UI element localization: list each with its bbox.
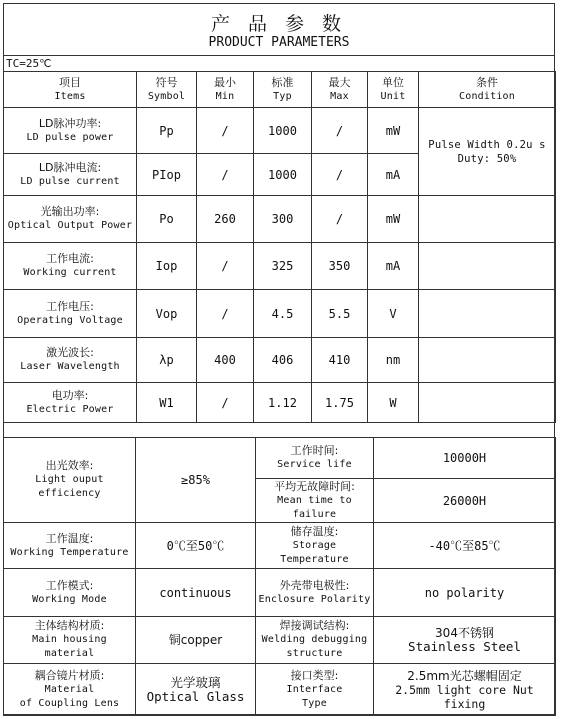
- interface-value: 2.5mm光芯螺帽固定 2.5mm light core Nut fixing: [374, 664, 556, 716]
- test-condition: TC=25℃: [6, 57, 52, 70]
- mtbf-label: 平均无故障时间: Mean time to failure: [256, 479, 374, 523]
- product-parameters-sheet: [3, 3, 555, 715]
- service-life-value: 10000H: [374, 438, 556, 479]
- table-row: LD脉冲功率: LD pulse power Pp / 1000 / mW Pulse Width 0.2u s Duty: 50%: [4, 108, 556, 154]
- storage-temp-label: 储存温度: Storage Temperature: [256, 523, 374, 569]
- table-row: 工作电流: Working current Iop / 325 350 mA: [4, 243, 556, 290]
- service-life-label: 工作时间: Service life: [256, 438, 374, 479]
- polarity-label: 外壳带电极性: Enclosure Polarity: [256, 569, 374, 617]
- parameters-header-row: [4, 72, 556, 108]
- mode-value: continuous: [136, 569, 256, 617]
- table-row: 激光波长: Laser Wavelength λp 400 406 410 nm: [4, 338, 556, 383]
- mtbf-value: 26000H: [374, 479, 556, 523]
- col-symbol: 符号 Symbol: [137, 72, 197, 108]
- col-items: 项目 Items: [4, 72, 137, 108]
- table-row: LD脉冲电流: LD pulse current PIop / 1000 / mA: [4, 154, 556, 196]
- polarity-value: no polarity: [374, 569, 556, 617]
- col-condition: 条件 Condition: [419, 72, 556, 108]
- housing-label: 主体结构材质: Main housing material: [4, 617, 136, 664]
- parameters-table: [3, 71, 556, 423]
- lens-label: 耦合镜片材质: Material of Coupling Lens: [4, 664, 136, 716]
- housing-value: 铜copper: [136, 617, 256, 664]
- header-divider: [4, 55, 554, 56]
- characteristics-table: [3, 437, 556, 716]
- table-row: 工作电压: Operating Voltage Vop / 4.5 5.5 V: [4, 290, 556, 338]
- welding-value: 304不锈钢 Stainless Steel: [374, 617, 556, 664]
- col-typ: 标准 Typ: [254, 72, 312, 108]
- condition-cell: Pulse Width 0.2u s Duty: 50%: [419, 108, 556, 196]
- interface-label: 接口类型: Interface Type: [256, 664, 374, 716]
- efficiency-value: ≥85%: [136, 438, 256, 523]
- work-temp-label: 工作温度: Working Temperature: [4, 523, 136, 569]
- page-title: 产 品 参 数: [210, 13, 348, 35]
- work-temp-value: 0℃至50℃: [136, 523, 256, 569]
- lens-value: 光学玻璃 Optical Glass: [136, 664, 256, 716]
- page-subtitle: PRODUCT PARAMETERS: [208, 35, 350, 50]
- col-max: 最大 Max: [312, 72, 368, 108]
- efficiency-label: 出光效率: Light ouput efficiency: [4, 438, 136, 523]
- col-unit: 单位 Unit: [368, 72, 419, 108]
- table-row: 电功率: Electric Power W1 / 1.12 1.75 W: [4, 383, 556, 423]
- mode-label: 工作模式: Working Mode: [4, 569, 136, 617]
- table-row: 光输出功率: Optical Output Power Po 260 300 / mW: [4, 196, 556, 243]
- col-min: 最小 Min: [197, 72, 254, 108]
- welding-label: 焊接调试结构: Welding debugging structure: [256, 617, 374, 664]
- storage-temp-value: -40℃至85℃: [374, 523, 556, 569]
